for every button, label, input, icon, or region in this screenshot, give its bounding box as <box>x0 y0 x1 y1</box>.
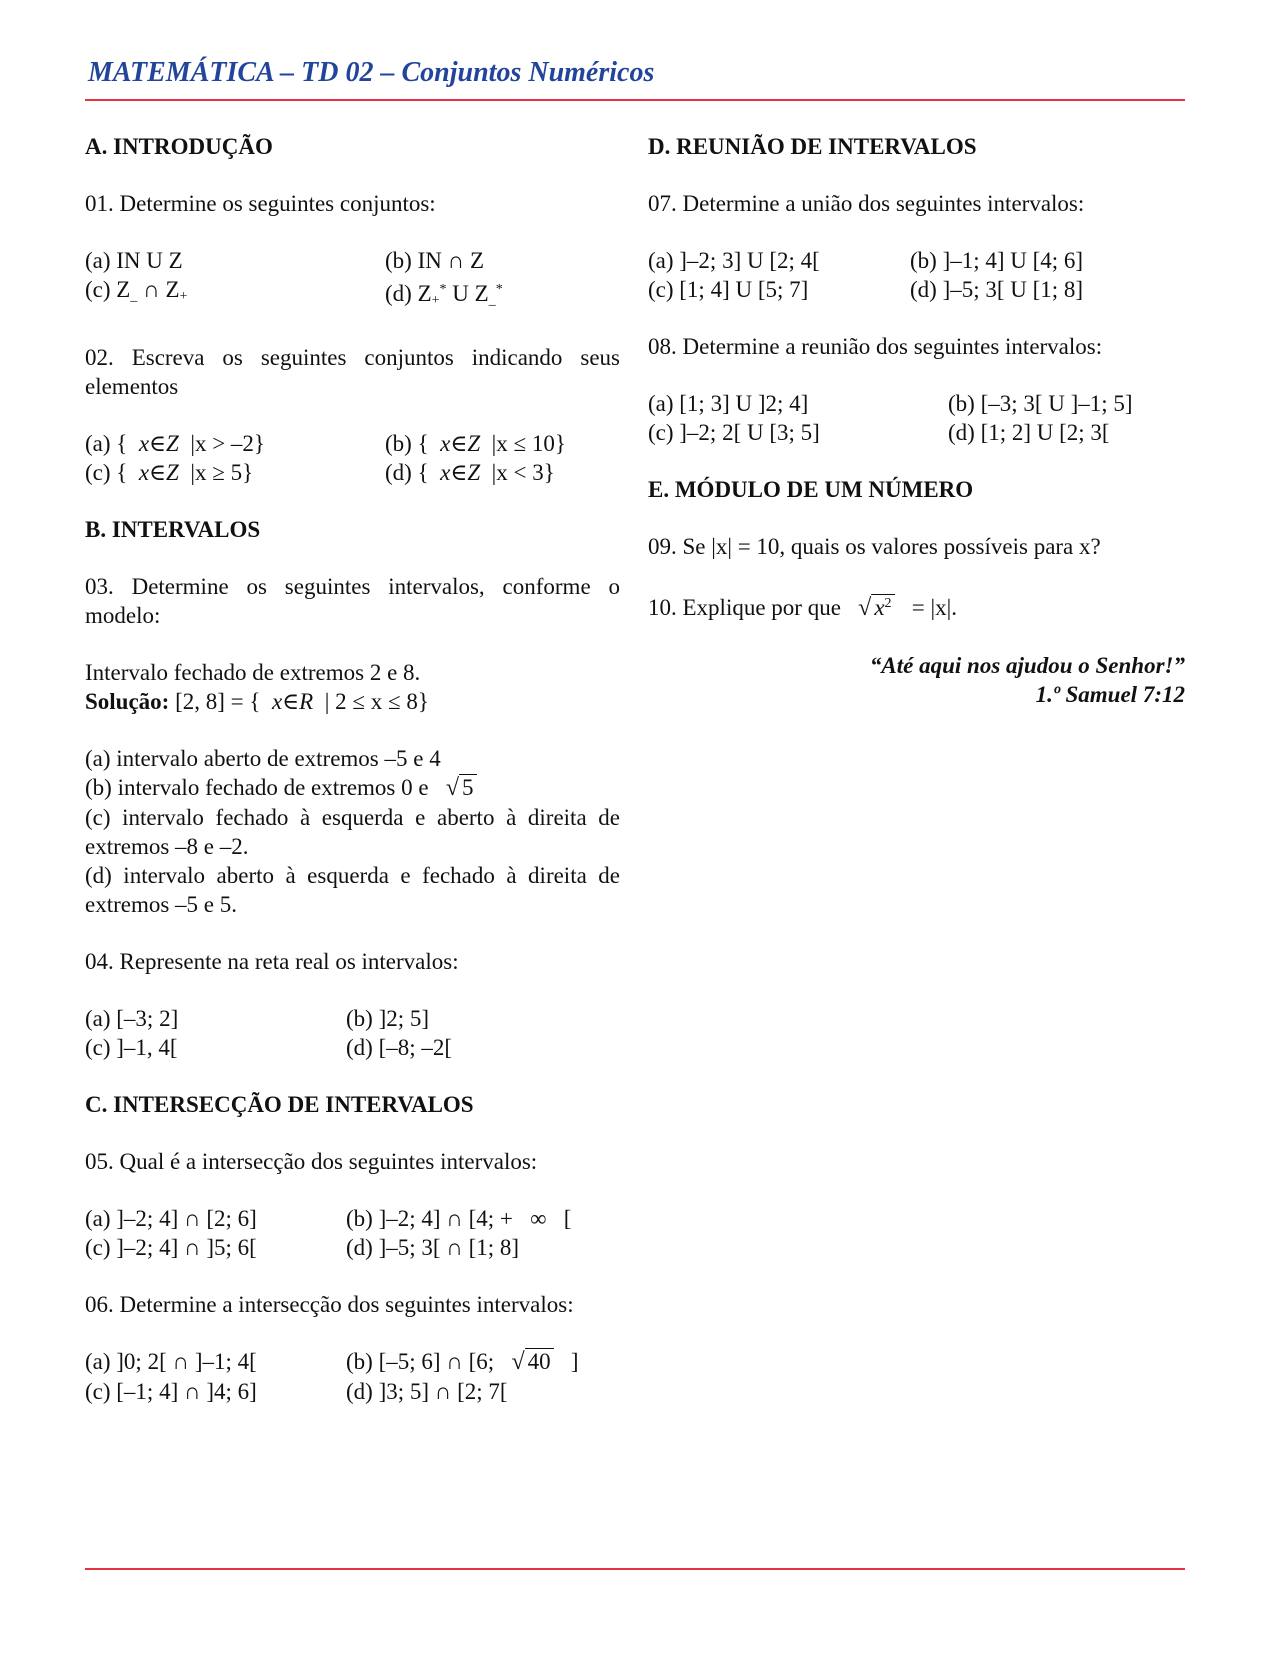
q05-item-a: (a) ]–2; 4] ∩ [2; 6] <box>85 1206 257 1231</box>
q06-item-c: (c) [–1; 4] ∩ ]4; 6] <box>85 1379 257 1404</box>
q05-item-c: (c) ]–2; 4] ∩ ]5; 6[ <box>85 1235 257 1260</box>
q03-item-c: (c) intervalo fechado à esquerda e aberto à direita de extremos –8 e –2. <box>85 805 620 859</box>
question-08-items <box>648 389 1185 447</box>
question-07-items <box>648 246 1185 304</box>
closing-quote <box>648 651 1185 709</box>
q08-item-a: (a) [1; 3] U ]2; 4] <box>648 391 809 416</box>
q04-item-d: (d) [–8; –2[ <box>346 1035 453 1060</box>
section-e-heading: E. MÓDULO DE UM NÚMERO <box>648 477 974 502</box>
question-10: 10. Explique por que √ $x^2$ = |x|. <box>648 589 1185 623</box>
q03-item-d: (d) intervalo aberto à esquerda e fechado à direita de extremos –5 e 5. <box>85 863 620 917</box>
q01-item-a: (a) IN U Z <box>85 248 183 273</box>
question-03-items <box>85 744 620 919</box>
question-06: 06. Determine a intersecção dos seguintes intervalos: <box>85 1292 574 1317</box>
q01-item-d: (d) $Z_+^*$ U $Z_{\_}^*$ <box>385 281 503 308</box>
q03-solution: Solução: [2, 8] = { x∈R | 2 ≤ x ≤ 8} <box>85 689 429 714</box>
q03-model: Intervalo fechado de extremos 2 e 8. <box>85 660 421 685</box>
q04-item-a: (a) [–3; 2] <box>85 1006 179 1031</box>
q06-item-d: (d) ]3; 5] ∩ [2; 7[ <box>346 1379 508 1404</box>
sqrt-symbol: √ 5 <box>446 773 477 803</box>
question-04: 04. Represente na reta real os intervalos: <box>85 949 459 974</box>
q01-item-c: (c) $Z_{\_}$ ∩ $Z_+$ <box>85 277 188 304</box>
q08-item-d: (d) [1; 2] U [2; 3[ <box>948 420 1110 445</box>
page-title: MATEMÁTICA – TD 02 – Conjuntos Numéricos <box>88 57 655 88</box>
question-03: 03. Determine os seguintes intervalos, conforme o modelo: <box>85 574 620 628</box>
quote-reference: 1.º Samuel 7:12 <box>1035 682 1185 707</box>
q02-item-a: (a) { x∈Z |x > –2} <box>85 431 265 456</box>
sqrt-symbol: √ 40 <box>511 1347 553 1377</box>
q07-item-c: (c) [1; 4] U [5; 7] <box>648 277 809 302</box>
q02-item-b: (b) { x∈Z |x ≤ 10} <box>385 431 566 456</box>
q06-item-a: (a) ]0; 2[ ∩ ]–1; 4[ <box>85 1349 257 1374</box>
q04-item-b: (b) ]2; 5] <box>346 1006 430 1031</box>
question-05: 05. Qual é a intersecção dos seguintes intervalos: <box>85 1149 538 1174</box>
q03-item-b: (b) intervalo fechado de extremos 0 e √ 5 <box>85 773 620 803</box>
question-09: 09. Se |x| = 10, quais os valores possíveis para x? <box>648 534 1101 559</box>
section-b-heading: B. INTERVALOS <box>85 517 261 542</box>
question-04-items <box>85 1004 620 1062</box>
question-05-items <box>85 1204 620 1262</box>
question-01-items <box>85 246 620 315</box>
quote-text: “Até aqui nos ajudou o Senhor!” <box>869 653 1185 678</box>
left-column <box>85 132 620 1434</box>
q08-item-c: (c) ]–2; 2[ U [3; 5] <box>648 420 820 445</box>
section-c-heading: C. INTERSECÇÃO DE INTERVALOS <box>85 1092 474 1117</box>
right-column <box>648 132 1185 709</box>
section-a-heading: A. INTRODUÇÃO <box>85 134 273 159</box>
question-03-model <box>85 658 620 716</box>
q05-item-b: (b) ]–2; 4] ∩ [4; + ∞ [ <box>346 1206 572 1231</box>
header-divider <box>85 99 1185 101</box>
question-07: 07. Determine a união dos seguintes intervalos: <box>648 191 1085 216</box>
footer-divider <box>85 1568 1185 1570</box>
q02-item-c: (c) { x∈Z |x ≥ 5} <box>85 460 254 485</box>
section-d-heading: D. REUNIÃO DE INTERVALOS <box>648 134 977 159</box>
q07-item-b: (b) ]–1; 4] U [4; 6] <box>910 248 1084 273</box>
q07-item-a: (a) ]–2; 3] U [2; 4[ <box>648 248 820 273</box>
question-02: 02. Escreva os seguintes conjuntos indicando seus elementos <box>85 345 620 399</box>
sqrt-symbol: √ $x^2$ <box>858 589 894 623</box>
q05-item-d: (d) ]–5; 3[ ∩ [1; 8] <box>346 1235 520 1260</box>
q06-item-b: (b) [–5; 6] ∩ [6; √ 40 ] <box>346 1349 579 1375</box>
q02-item-d: (d) { x∈Z |x < 3} <box>385 460 555 485</box>
q01-item-b: (b) IN ∩ Z <box>385 248 484 273</box>
question-06-items <box>85 1347 620 1406</box>
q07-item-d: (d) ]–5; 3[ U [1; 8] <box>910 277 1084 302</box>
q04-item-c: (c) ]–1, 4[ <box>85 1035 178 1060</box>
q08-item-b: (b) [–3; 3[ U ]–1; 5] <box>948 391 1133 416</box>
q03-item-a: (a) intervalo aberto de extremos –5 e 4 <box>85 746 441 771</box>
question-02-items <box>85 429 620 487</box>
question-08: 08. Determine a reunião dos seguintes intervalos: <box>648 334 1103 359</box>
question-01: 01. Determine os seguintes conjuntos: <box>85 191 436 216</box>
